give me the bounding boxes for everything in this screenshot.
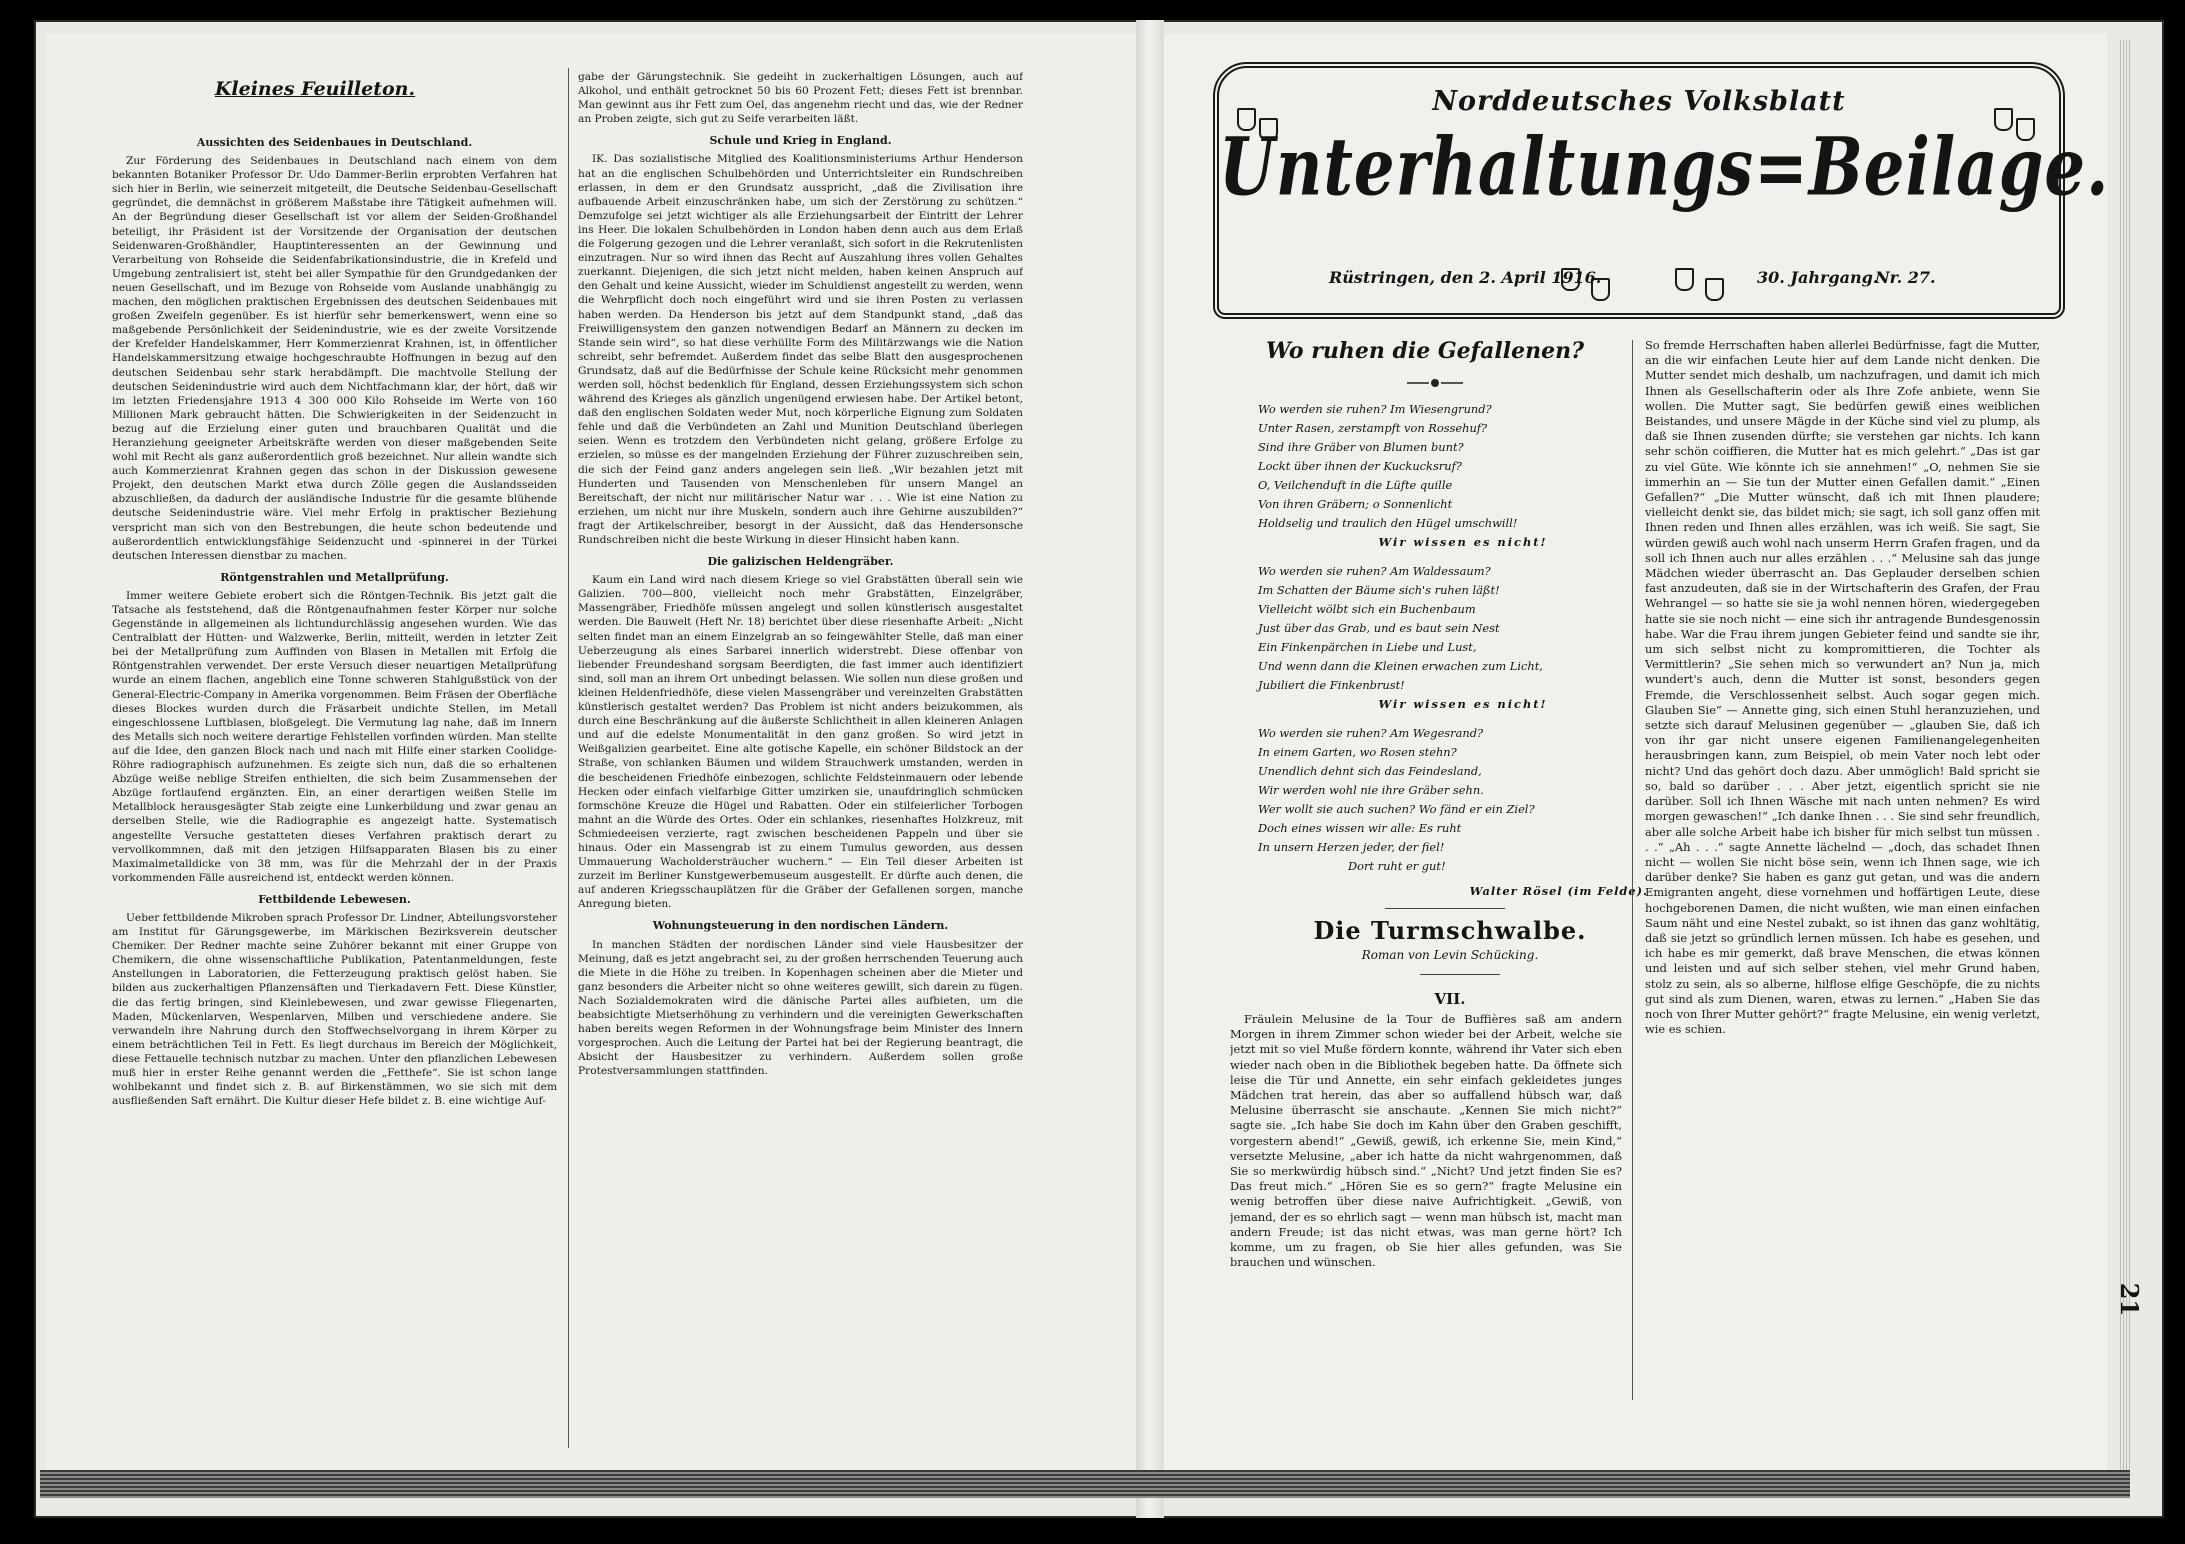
poem-line: Holdselig und traulich den Hügel umschwill! bbox=[1258, 516, 1518, 530]
article-heading: Die galizischen Heldengräber. bbox=[707, 555, 894, 569]
poem-line: Jubiliert die Finkenbrust! bbox=[1258, 678, 1405, 692]
left-column-2 bbox=[578, 70, 1023, 1450]
column-divider bbox=[568, 68, 569, 1448]
page-stack-bottom bbox=[40, 1470, 2130, 1498]
issue-date: Rüstringen, den 2. April 1916. bbox=[1329, 268, 1602, 287]
poem-line: Sind ihre Gräber von Blumen bunt? bbox=[1258, 440, 1464, 454]
poem-line: Unendlich dehnt sich das Feindesland, bbox=[1258, 764, 1482, 778]
article-heading: Wohnungsteuerung in den nordischen Ländern. bbox=[652, 919, 949, 933]
poem-line: Wo werden sie ruhen? Am Waldessaum? bbox=[1258, 564, 1491, 578]
issue-number: Nr. 27. bbox=[1875, 268, 1936, 287]
novel-text: Fräulein Melusine de la Tour de Buffières saß am andern Morgen in ihrem Zimmer schon wieder bei der Arbeit, welche sie jetzt mit so viel Muße fördern konnte, während ihr Vater sich eben wieder nach oben in die Bibliothek begeben hatte. Da öffnete sich leise die Tür und Annette, ein sehr einfach gekleidetes junges Mädchen trat herein, das aber so auffallend hübsch war, daß Melusine überrascht sie anschaute. „Kennen Sie mich nicht?“ sagte sie. „Ich habe Sie doch im Kahn über den Graben geschifft, vorgestern abend!“ „Gewiß, gewiß, ich erkenne Sie, mein Kind,“ versetzte Melusine, „aber ich hatte da nicht wahrgenommen, daß Sie so merkwürdig hübsch sind.“ „Nicht? Und jetzt finden Sie es? Das freut mich.“ „Hören Sie es so gern?“ fragte Melusine ein wenig betroffen über diese naive Aufrichtigkeit. „Gewiß, von jemand, der es so ehrlich sagt — wenn man hübsch ist, macht man andern Freude; ist das nicht etwas, was man gerne hört? Ich komme, um zu fragen, ob Sie hier alles gefunden, was Sie brauchen und wünschen. bbox=[1230, 1012, 1622, 1270]
poem-refrain: Wir wissen es nicht! bbox=[1378, 697, 1548, 711]
novel-subtitle: Roman von Levin Schücking. bbox=[1361, 948, 1539, 962]
poem-line: Im Schatten der Bäume sich's ruhen läßt! bbox=[1258, 583, 1500, 597]
article-text: Kaum ein Land wird nach diesem Kriege so viel Grabstätten überall sein wie Galizien. 700—800, vielleicht noch mehr Grabstätten, Einzelgräber, Massengräber, Friedhöfe müssen angelegt und sollen künstlerisch ausgestaltet werden. Die Bauwelt (Heft Nr. 18) berichtet über diese riesenhafte Arbeit: „Nicht selten findet man an einem Einzelgrab an so feingewählter Stelle, daß man einer Ueberzeugung als eines Sarbarei innerlich widerstrebt. Diese offenbar von liebender Freundeshand sorgsam Beerdigten, die fast immer auch identifiziert sind, soll man an ihrem Ort unbedingt belassen. Wie sollen nun diese großen und kleinen Heldenfriedhöfe, diese vielen Massengräber und vereinzelten Grabstätten künstlerisch gestaltet werden? Das Problem ist nicht anders beizukommen, als durch eine Beschränkung auf die äußerste Schlichtheit in allen kleineren Anlagen und auf die edelste Monumentalität in den ganz großen. So wird jetzt in Weißgalizien gearbeitet. Eine alte gotische Kapelle, ein schöner Bildstock an der Straße, von schlanken Bäumen und wildem Strauchwerk umstanden, werden in die bescheidenen Friedhöfe einbezogen, schlichte Feldsteinmauern oder lebende Hecken oder einfach vielfarbige Gitter umzirken sie, unaufdringlich schmücken formschöne Kreuze die Hügel und Rabatten. Oder ein stilfeierlicher Torbogen mahnt an die Würde des Ortes. Oder ein schlankes, riesenhaftes Holzkreuz, mit Schmiedeeisen verzierte, ragt zwischen bescheidenen Pappeln und über sie hinaus. Oder ein Massengrab ist zu einem Tumulus geworden, aus dessen Ummauerung Wacholdersträucher wuchern.“ — Ein Teil dieser Arbeiten ist zurzeit im Berliner Kunstgewerbemuseum ausgestellt. Er dürfte auch denen, die auf anderen Kriegsschauplätzen für die Gräber der Gefallenen sorgen, manche Anregung bieten. bbox=[578, 574, 1023, 911]
poem-line: Unter Rasen, zerstampft von Rossehuf? bbox=[1258, 421, 1488, 435]
poem-line: Wir werden wohl nie ihre Gräber sehn. bbox=[1258, 783, 1484, 797]
novel-column-1 bbox=[1230, 1012, 1622, 1402]
poem-line: O, Veilchenduft in die Lüfte quille bbox=[1258, 478, 1453, 492]
article-text: Ueber fettbildende Mikroben sprach Professor Dr. Lindner, Abteilungsvorsteher am Institut für Gärungsgewerbe, im Märkischen Bezirksverein deutscher Chemiker. Der Redner machte seine Zuhörer bekannt mit einer Gruppe von Chemikern, die ohne wissenschaftliche Publikation, Patentanmeldungen, feste Anstellungen in Laboratorien, die Fetterzeugung praktisch gelöst haben. Sie bilden aus zuckerhaltigen Pflanzensäften und Tierkadavern Fett. Diese Künstler, die das fertig bringen, sind Kleinlebewesen, und zwar gewisse Fliegenarten, Maden, Mückenlarven, Wespenlarven, Milben und verschiedene andere. Sie verwandeln ihre Nahrung durch den Stoffwechselvorgang in ihrem Körper zu einem beträchtlichen Teil in Fett. Es liegt durchaus im Bereich der Möglichkeit, diese Fettauelle technisch nutzbar zu machen. Unter den pflanzlichen Lebewesen muß hier in erster Reihe genannt werden die „Fetthefe“. Sie ist schon lange wohlbekannt und findet sich z. B. auf Birkenstämmen, wo sie sich mit dem ausfließenden Saft ernährt. Die Kultur dieser Hefe bildet z. B. eine wichtige Auf- bbox=[112, 911, 557, 1108]
novel-column-2 bbox=[1645, 338, 2040, 1384]
section-divider bbox=[1420, 974, 1500, 975]
poem-line: In unsern Herzen jeder, der fiel! bbox=[1258, 840, 1445, 854]
poem-line: Doch eines wissen wir alle: Es ruht bbox=[1258, 821, 1462, 835]
poem-line: Wo werden sie ruhen? Am Wegesrand? bbox=[1258, 726, 1484, 740]
article-text: gabe der Gärungstechnik. Sie gedeiht in zuckerhaltigen Lösungen, auch auf Alkohol, und enthält getrocknet 50 bis 60 Prozent Fett; dieses Fett ist brennbar. Man gewinnt aus ihr Fett zum Oel, das angenehm riecht und das, wie der Redner an Proben zeigte, sich gut zu Seife verarbeiten läßt. bbox=[578, 71, 1023, 126]
poem-title: Wo ruhen die Gefallenen? bbox=[1266, 338, 1584, 364]
chapter-number: VII. bbox=[1434, 990, 1466, 1008]
poem-line: Von ihren Gräbern; o Sonnenlicht bbox=[1258, 497, 1453, 511]
ornament-icon bbox=[1405, 376, 1465, 390]
feuilleton-title: Kleines Feuilleton. bbox=[214, 78, 416, 100]
masthead-title: Unterhaltungs=Beilage. bbox=[1219, 120, 2110, 215]
poem-line: Wer wollt sie auch suchen? Wo fänd er ein Ziel? bbox=[1258, 802, 1535, 816]
poem-line: Ein Finkenpärchen in Liebe und Lust, bbox=[1258, 640, 1477, 654]
article-text: In manchen Städten der nordischen Länder sind viele Hausbesitzer der Meinung, daß es jetzt angebracht sei, zu der großen herrschenden Teuerung auch die Miete in die Höhe zu treiben. In Kopenhagen scheinen aber die Mieter und ganz besonders die Arbeiter nicht so ohne weiteres gewillt, sich darein zu fügen. Nach Sozialdemokraten wird die dänische Partei alles aufbieten, um die beabsichtigte Mietserhöhung zu verhindern und die vereinigten Gewerkschaften haben bereits wegen Reformen in der Wohnungsfrage beim Minister des Innern vorgesprochen. Auch die Leitung der Partei hat bei der Regierung beantragt, die Absicht der Hausbesitzer zu verhindern. Außerdem sollen große Protestversammlungen stattfinden. bbox=[578, 938, 1023, 1078]
article-heading: Schule und Krieg in England. bbox=[709, 134, 892, 148]
poem-refrain: Wir wissen es nicht! bbox=[1378, 535, 1548, 549]
poem-line: Wo werden sie ruhen? Im Wiesengrund? bbox=[1258, 402, 1492, 416]
poem-line: Just über das Grab, und es baut sein Nest bbox=[1258, 621, 1500, 635]
book-gutter bbox=[1136, 20, 1164, 1518]
article-heading: Röntgenstrahlen und Metallprüfung. bbox=[220, 570, 449, 584]
issue-year: 30. Jahrgang. bbox=[1757, 268, 1879, 287]
article-text: Zur Förderung des Seidenbaues in Deutschland nach einem von dem bekannten Botaniker Professor Dr. Udo Dammer-Berlin erprobten Verfahren hat sich hier in Berlin, wie seinerzeit mitgeteilt, die Deutsche Seidenbau-Gesellschaft gegründet, die demnächst in größerem Maßstabe ihre Tätigkeit aufnehmen will. An der Begründung dieser Gesellschaft ist vor allem der Seiden-Großhandel beteiligt, ihr Präsident ist der Vorsitzende der Organisation der deutschen Seidenwaren-Großhändler, Hauptinteressenten an der Gewinnung und Verarbeitung von Rohseide die Seidenfabrikationsindustrie, die in Krefeld und Umgebung zentralisiert ist, steht bei aller Sympathie für den Grundgedanken der neuen Gesellschaft, und im Bezuge von Rohseide vom Auslande unabhängig zu machen, den möglichen praktischen Ergebnissen des deutschen Seidenbaues mit großen Zweifeln gegenüber. Es ist hierfür sehr bemerkenswert, wenn eine so maßgebende Persönlichkeit der Seidenindustrie, wie es der zweite Vorsitzende der Krefelder Handelskammer, Herr Kommerzienrat Krahnen, ist, in öffentlicher Handelskammersitzung etwaige hochgeschraubte Hoffnungen in bezug auf den deutschen Seidenbau sehr stark herabdämpft. Die machtvolle Stellung der deutschen Seidenindustrie wird auch dem Nichtfachmann klar, der hört, daß wir im letzten Friedensjahre 1913 4 300 000 Kilo Rohseide im Werte von 160 Millionen Mark gebraucht hätten. Die Schwierigkeiten in der Seidenzucht in bezug auf die Erzielung einer guten und brauchbaren Qualität und die Heranziehung geeigneter Arbeitskräfte werden von dieser maßgebenden Seite wohl mit Recht als ganz außerordentlich groß bezeichnet. Nur allein wandte sich auch Kommerzienrat Krahnen gegen das schon in der Diskussion gewesene Projekt, den deutschen Markt etwa durch Zölle gegen die Auslandsseiden abzuschließen, da dadurch der ausländische Industrie für die gesamte blühende deutsche Seidenindustrie wäre. Viel mehr Erfolg in praktischer Beziehung verspricht man sich von den Bestrebungen, die heute schon bedeutende und außerordentlich entwicklungsfähige Seidenzucht und -spinnerei in der Türkei deutschen Interessen dienstbar zu machen. bbox=[112, 155, 557, 562]
poem-author: Walter Rösel (im Felde). bbox=[1469, 884, 1648, 898]
poem-body bbox=[1258, 400, 1648, 901]
novel-title: Die Turmschwalbe. bbox=[1313, 916, 1587, 945]
lamp-ornament bbox=[1675, 268, 1694, 291]
article-text: IK. Das sozialistische Mitglied des Koalitionsministeriums Arthur Henderson hat an die englischen Schulbehörden und Unterrichtsleiter ein Rundschreiben erlassen, in dem er den Grundsatz ausspricht, „daß die Zivilisation ihre aufbauende Arbeit einzuschränken habe, um sich der Zerstörung zu schützen.“ Demzufolge sei jetzt wichtiger als alle Erziehungsarbeit der Eintritt der Lehrer ins Heer. Die lokalen Schulbehörden in London haben denn auch aus dem Erlaß die Folgerung gezogen und die Lehrer veranlaßt, sich sofort in die Rekrutenlisten einzutragen. Nur so wird ihnen das Recht auf Auszahlung ihres vollen Gehaltes zuerkannt. Diejenigen, die sich jetzt nicht melden, haben keinen Anspruch auf den Gehalt und keine Aussicht, wieder im Schuldienst angestellt zu werden, wenn die Wehrpflicht doch noch eingeführt wird und sie ihren Posten zu verlassen haben werden. Da Henderson bis jetzt auf dem Standpunkt stand, „daß das Freiwilligensystem den ganzen notwendigen Bedarf an Männern zu decken im Stande sein wird“, so hat diese verhüllte Form des Militärzwangs wie die Nation schreibt, sehr befremdet. Außerdem findet das selbe Blatt den ausgesprochenen Grundsatz, daß auf die Bedürfnisse der Schule keine Rücksicht mehr genommen werden soll, höchst bedenklich für England, dessen Erziehungssystem sich schon während des Krieges als gänzlich ungenügend erwiesen habe. Der Artikel betont, daß den englischen Soldaten weder Mut, noch körperliche Eignung zum Soldaten fehle und daß die Verbündeten an Zahl und Munition Deutschland überlegen seien. Wenn es trotzdem den Verbündeten nicht gelang, größere Erfolge zu erzielen, so müsse es der mangelnden Erziehung der Führer zuzuschreiben sein, die sich der Feind ganz anders angelegen sein ließ. „Wir bezahlen jetzt mit Hunderten und Tausenden von Menschenleben für unsern Mangel an Bereitschaft, der nicht nur militärischer Natur war . . . Wie ist eine Nation zu erziehen, um nicht nur ihre Muskeln, sondern auch ihre Gehirne auszubilden?“ fragt der Artikelschreiber, besorgt in der Aussicht, daß das Hendersonsche Rundschreiben nicht die beste Wirkung in dieser Hinsicht haben kann. bbox=[578, 153, 1023, 546]
masthead-frame bbox=[1213, 62, 2110, 319]
poem-line: In einem Garten, wo Rosen stehn? bbox=[1258, 745, 1457, 759]
poem-line: Und wenn dann die Kleinen erwachen zum Licht, bbox=[1258, 659, 1543, 673]
poem-line: Lockt über ihnen der Kuckucksruf? bbox=[1258, 459, 1462, 473]
poem-line: Dort ruht er gut! bbox=[1348, 859, 1446, 873]
section-divider bbox=[1385, 908, 1505, 909]
poem-line: Vielleicht wölbt sich ein Buchenbaum bbox=[1258, 602, 1476, 616]
left-column-1 bbox=[112, 128, 557, 1448]
page-edge bbox=[2120, 40, 2132, 1480]
article-text: Immer weitere Gebiete erobert sich die Röntgen-Technik. Bis jetzt galt die Tatsache als feststehend, daß die Röntgenaufnahmen fester Körper nur solche Gegenstände in allgemeinen als lichtundurchlässig angesehen wurden. Wie das Centralblatt der Hütten- und Walzwerke, Berlin, mitteilt, werden in letzter Zeit bei der Metallprüfung zum Auffinden von Blasen in Metallen mit Erfolg die Röntgenstrahlen verwendet. Der erste Versuch dieser neuartigen Metallprüfung wurde an einem flachen, angeblich eine Tonne schweren Stahlgußstück von der General-Electric-Company in Amerika vorgenommen. Beim Fräsen der Oberfläche dieses Blockes wurden durch die Fräsarbeit undichte Stellen, im Metall eingeschlossene Luftblasen, bloßgelegt. Die Vermutung lag nahe, daß im Innern des Metalls sich noch weitere derartige Fehlstellen vorfinden würden. Man stellte auf die Idee, den ganzen Block nach und nach mit Hilfe einer starken Coolidge-Röhre radiographisch aufzunehmen. Es zeigte sich nun, daß die so erhaltenen Abzüge weiße neblige Streifen enthielten, die sich beim Zusammensehen der Abzüge fortlaufend ergänzten. Ein, an einer derartigen weißen Stelle im Metallblock herausgesägter Stab zeigte eine Lunkerbildung und zwar genau an derselben Stelle, wie die Radiographie es angezeigt hatte. Systematisch angestellte Versuche gestatteten dieses Verfahren praktisch derart zu vervollkommnen, daß mit den jetzigen Hilfsapparaten Blasen bis zu einer Maximalmetalldicke von 38 mm, was für die Mehrzahl der in der Praxis vorkommenden Fälle ausreichend ist, entdeckt werden können. bbox=[112, 589, 557, 884]
lamp-ornament bbox=[1705, 278, 1724, 301]
article-heading: Fettbildende Lebewesen. bbox=[258, 892, 411, 906]
page-number: 21 bbox=[2115, 1282, 2145, 1317]
article-heading: Aussichten des Seidenbaues in Deutschland. bbox=[196, 136, 473, 149]
masthead-kicker: Norddeutsches Volksblatt bbox=[1432, 86, 1846, 117]
novel-text: So fremde Herrschaften haben allerlei Bedürfnisse, fagt die Mutter, an die wir einfachen Leute hier auf dem Lande nicht denken. Die Mutter sendet mich deshalb, um nachzufragen, und damit ich mich Ihnen als Gesellschafterin oder als Ihre Zofe anbiete, wenn Sie wollen. Die Mutter sagt, Sie bedürfen gewiß eines weiblichen Beistandes, und unsere Mägde in der Küche sind viel zu plump, als daß sie Ihnen zusenden dürfte; sie verstehen gar nichts. Ich kann sehr schön coiffieren, die Mutter hat es mich gelehrt.“ „Das ist gar zu viel Güte. Wie könnte ich sie annehmen!“ „O, nehmen Sie sie immerhin an — Sie tun der Mutter einen Gefallen damit.“ „Einen Gefallen?“ „Die Mutter wünscht, daß ich mit Ihnen plaudere; vielleicht denkt sie, das bildet mich; sie sagt, ich soll ganz offen mit Ihnen reden und Ihnen alles erzählen, was ich weiß. Sie sagt, Sie würden gewiß auch wohl nach unserm Herrn Grafen fragen, und da soll ich Ihnen auch nur alles erzählen . . .“ Melusine sah das junge Mädchen wieder überrascht an. Das Geplauder derselben schien fast anzudeuten, daß sie in der Wirtschafterin des Grafen, der Frau Wehrangel — so hatte sie sie ja wohl nennen hören, wiedergegeben hatte sie sie noch nicht — eine sich ihr antragende Bundesgenossin habe. War die Frau ihrem jungen Gebieter feind und sandte sie ihr, um sich selbst nicht zu kompromittieren, die Tochter als Vermittlerin? „Sie sehen mich so verwundert an? Nun ja, mich wundert's auch, denn die Mutter ist sonst, besonders gegen Fremde, die Verschlossenheit selbst. Auch sogar gegen mich. Glauben Sie“ — Annette ging, sich einen Stuhl heranzuziehen, und setzte sich darauf Melusinen gegenüber — „glauben Sie, daß ich von ihr gar nicht unsere eigenen Familienangelegenheiten herausbringen kann, zum Beispiel, ob mein Vater noch lebt oder nicht? Und das gehört doch dazu. Aber unmöglich! Bald spricht sie so, bald so darüber . . . Aber jetzt, eigentlich spricht sie nie darüber. Soll ich Ihnen Wäsche mit nach unten nehmen? Es wird morgen gewaschen!“ „Ich danke Ihnen . . . Sie sind sehr freundlich, aber alle solche Arbeit habe ich bisher für mich selbst tun müssen . . .“ „Ah . . .“ sagte Annette lächelnd — „doch, das schadet Ihnen nicht — wollen Sie nicht böse sein, wenn ich Ihnen sage, wie ich darüber denke? Sie haben es ganz gut getan, und was die andern Emigranten angeht, diese vornehmen und hoffärtigen Leute, diese hochgeborenen Damen, die nicht wußten, wie man einen einfachen Saum näht und eine Nestel zubakt, so ist ihnen das ganz wohltätig, daß sie jetzt so gründlich lernen müssen. Ich habe es gesehen, und ich habe es mir gemerkt, daß brave Menschen, die etwas können und leisten und auf sich selber stehen, viel mehr Grund haben, stolz zu sein, als so alberne, hilflose elfige Geschöpfe, die zu nichts gut sind als zum Dienen, waren, etwas zu lernen.“ „Haben Sie das noch von Ihrer Mutter gehört?“ fragte Melusine, ein wenig verletzt, wie es schien. bbox=[1645, 338, 2040, 1037]
